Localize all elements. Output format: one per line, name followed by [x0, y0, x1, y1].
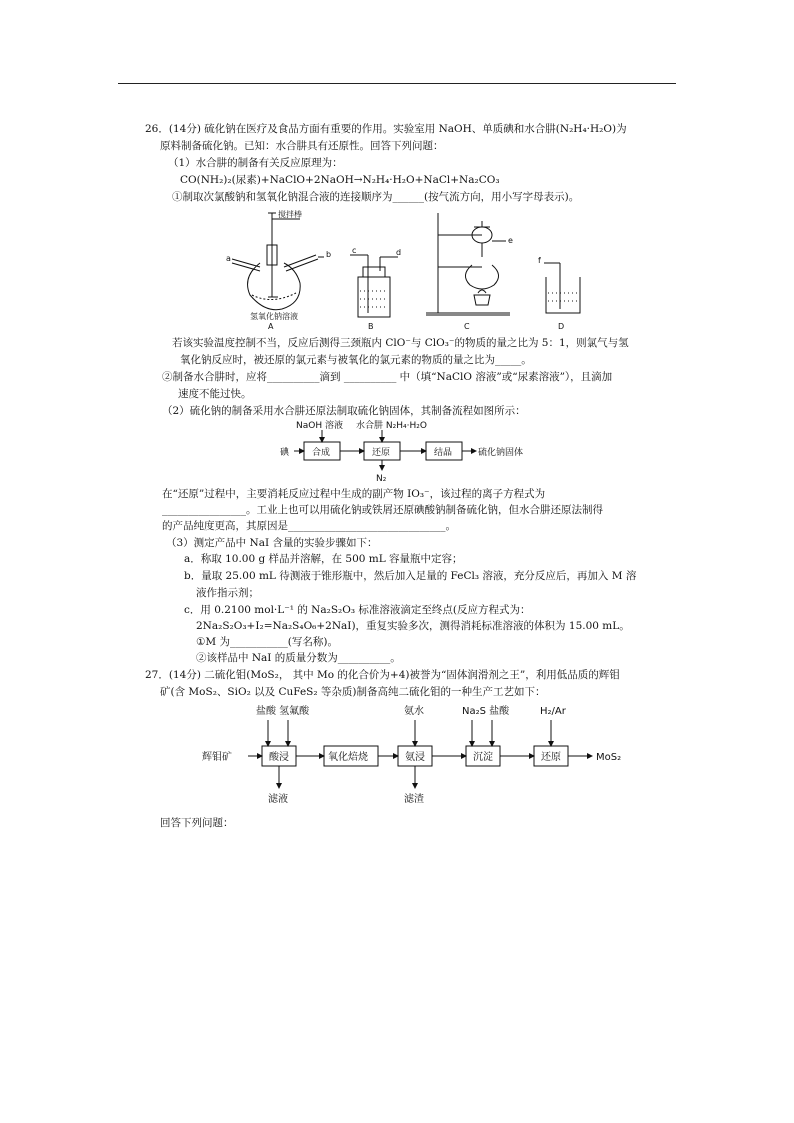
- flow2-input-h2ar: H₂/Ar: [540, 706, 566, 717]
- flow2-input-acids: 盐酸 氢氟酸: [256, 706, 310, 717]
- q27-footer: 回答下列问题：: [160, 817, 234, 829]
- label-port-b: b: [326, 250, 332, 259]
- label-port-a: a: [226, 254, 231, 263]
- flow1-gas: N₂: [376, 474, 387, 484]
- q26-header: 26．(14分) 硫化钠在医疗及食品方面有重要的作用。实验室用 NaOH、单质碘和水合肼(N₂H₄·H₂O)为: [145, 123, 627, 135]
- apparatus-figure: [220, 205, 590, 330]
- q26-para1-line1: 若该实验温度控制不当，反应后测得三颈瓶内 ClO⁻与 ClO₃⁻的物质的量之比为 5：1，则氯气与氢: [172, 337, 629, 349]
- q26-question-m: ①M 为___________(写名称)。: [196, 636, 338, 648]
- q26-sub1: ①制取次氯酸钠和氢氧化钠混合液的连接顺序为______(按气流方向，用小写字母表示)。: [172, 191, 580, 203]
- q26-sub2-line2: 速度不能过快。: [178, 388, 252, 400]
- q26-step-b-line2: 液作指示剂；: [196, 587, 259, 599]
- flow2-out-filtrate: 滤液: [268, 794, 288, 805]
- q26-sub2-line1: ②制备水合肼时，应将__________滴到 __________ 中（填“NaClO 溶液”或“尿素溶液”），且滴加: [162, 371, 613, 383]
- label-port-f: f: [538, 256, 541, 265]
- q27-header: 27．(14分) 二硫化钼(MoS₂， 其中 Mo 的化合价为+4)被誉为“固体润滑剂之王”，利用低品质的辉钼: [145, 669, 620, 681]
- flow2-out-residue: 滤渣: [404, 794, 424, 805]
- flow2-box2-label: 氧化焙烧: [328, 752, 368, 763]
- q26-intro-line2: 原料制备硫化钠。已知：水合肼具有还原性。回答下列问题：: [160, 140, 444, 152]
- flow1-start: 碘: [280, 448, 290, 458]
- q26-step-c-line1: c．用 0.2100 mol·L⁻¹ 的 Na₂S₂O₃ 标准溶液滴定至终点(反应方程式为：: [184, 604, 531, 616]
- q26-para2-line1: 在“还原”过程中，主要消耗反应过程中生成的副产物 IO₃⁻，该过程的离子方程式为: [162, 488, 546, 500]
- flow-diagram-2: [200, 700, 640, 812]
- q26-equation: CO(NH₂)₂(尿素)+NaClO+2NaOH→N₂H₄·H₂O+NaCl+Na₂CO₃: [180, 174, 500, 186]
- label-B: B: [368, 322, 374, 330]
- flow2-product: MoS₂: [596, 752, 622, 763]
- label-port-c: c: [352, 246, 357, 255]
- flow1-box3-label: 结晶: [434, 448, 453, 458]
- q27-intro-line2: 矿(含 MoS₂、SiO₂ 以及 CuFeS₂ 等杂质)制备高纯二硫化钼的一种生产工艺如下：: [160, 686, 546, 698]
- flow-diagram-1: [280, 418, 570, 484]
- flow1-box2-label: 还原: [372, 448, 391, 458]
- q26-part2-title: （2）硫化钠的制备采用水合肼还原法制取硫化钠固体，其制备流程如图所示：: [162, 405, 526, 417]
- flow1-input-hydrazine: 水合肼 N₂H₄·H₂O: [356, 421, 427, 431]
- flow2-box3-label: 氨浸: [405, 752, 425, 763]
- flow1-input-naoh: NaOH 溶液: [296, 421, 343, 431]
- label-C: C: [464, 322, 470, 330]
- flow2-input-ammonia: 氨水: [404, 706, 424, 717]
- label-solution: 氢氧化钠溶液: [250, 312, 298, 321]
- flow2-box1-label: 酸浸: [269, 752, 289, 763]
- q26-para2-line2: ________________。工业上也可以用硫化钠或铁屑还原碘酸钠制备硫化钠，但水合肼还原法制得: [162, 504, 603, 516]
- q26-part3-title: （3）测定产品中 NaI 含量的实验步骤如下：: [166, 537, 378, 549]
- flow1-product: 硫化钠固体: [478, 448, 524, 458]
- flow2-box4-label: 沉淀: [473, 752, 493, 763]
- q26-question-mass-fraction: ②该样品中 NaI 的质量分数为__________。: [196, 652, 401, 664]
- apparatus-c: [426, 213, 510, 315]
- q26-step-c-line2: 2Na₂S₂O₃+I₂=Na₂S₄O₆+2NaI)，重复实验多次，测得消耗标准溶液的体积为 15.00 mL。: [196, 620, 630, 632]
- label-D: D: [558, 322, 565, 330]
- flow1-box1-label: 合成: [312, 448, 331, 458]
- apparatus-b: [350, 255, 398, 317]
- label-stirrer: 搅拌棒: [278, 210, 302, 219]
- label-A: A: [268, 322, 274, 330]
- flow2-box5-label: 还原: [541, 752, 561, 763]
- label-port-e: e: [508, 236, 513, 245]
- label-port-d: d: [396, 248, 402, 257]
- q26-para2-line3: 的产品纯度更高，其原因是______________________________。: [162, 520, 456, 532]
- q26-para1-line2: 氧化钠反应时，被还原的氯元素与被氧化的氯元素的物质的量之比为_____。: [180, 354, 532, 366]
- q26-step-b-line1: b．量取 25.00 mL 待测液于锥形瓶中，然后加入足量的 FeCl₃ 溶液，充分反应后，再加入 M 溶: [184, 570, 637, 582]
- flow2-input-na2s-hcl: Na₂S 盐酸: [462, 706, 510, 717]
- header-rule: [118, 83, 676, 84]
- flow2-start: 辉钼矿: [202, 752, 232, 763]
- apparatus-d: [544, 263, 580, 313]
- q26-part1-title: （1）水合肼的制备有关反应原理为：: [168, 157, 343, 169]
- q26-step-a: a．称取 10.00 g 样品并溶解，在 500 mL 容量瓶中定容；: [184, 553, 463, 565]
- apparatus-a: [232, 213, 324, 310]
